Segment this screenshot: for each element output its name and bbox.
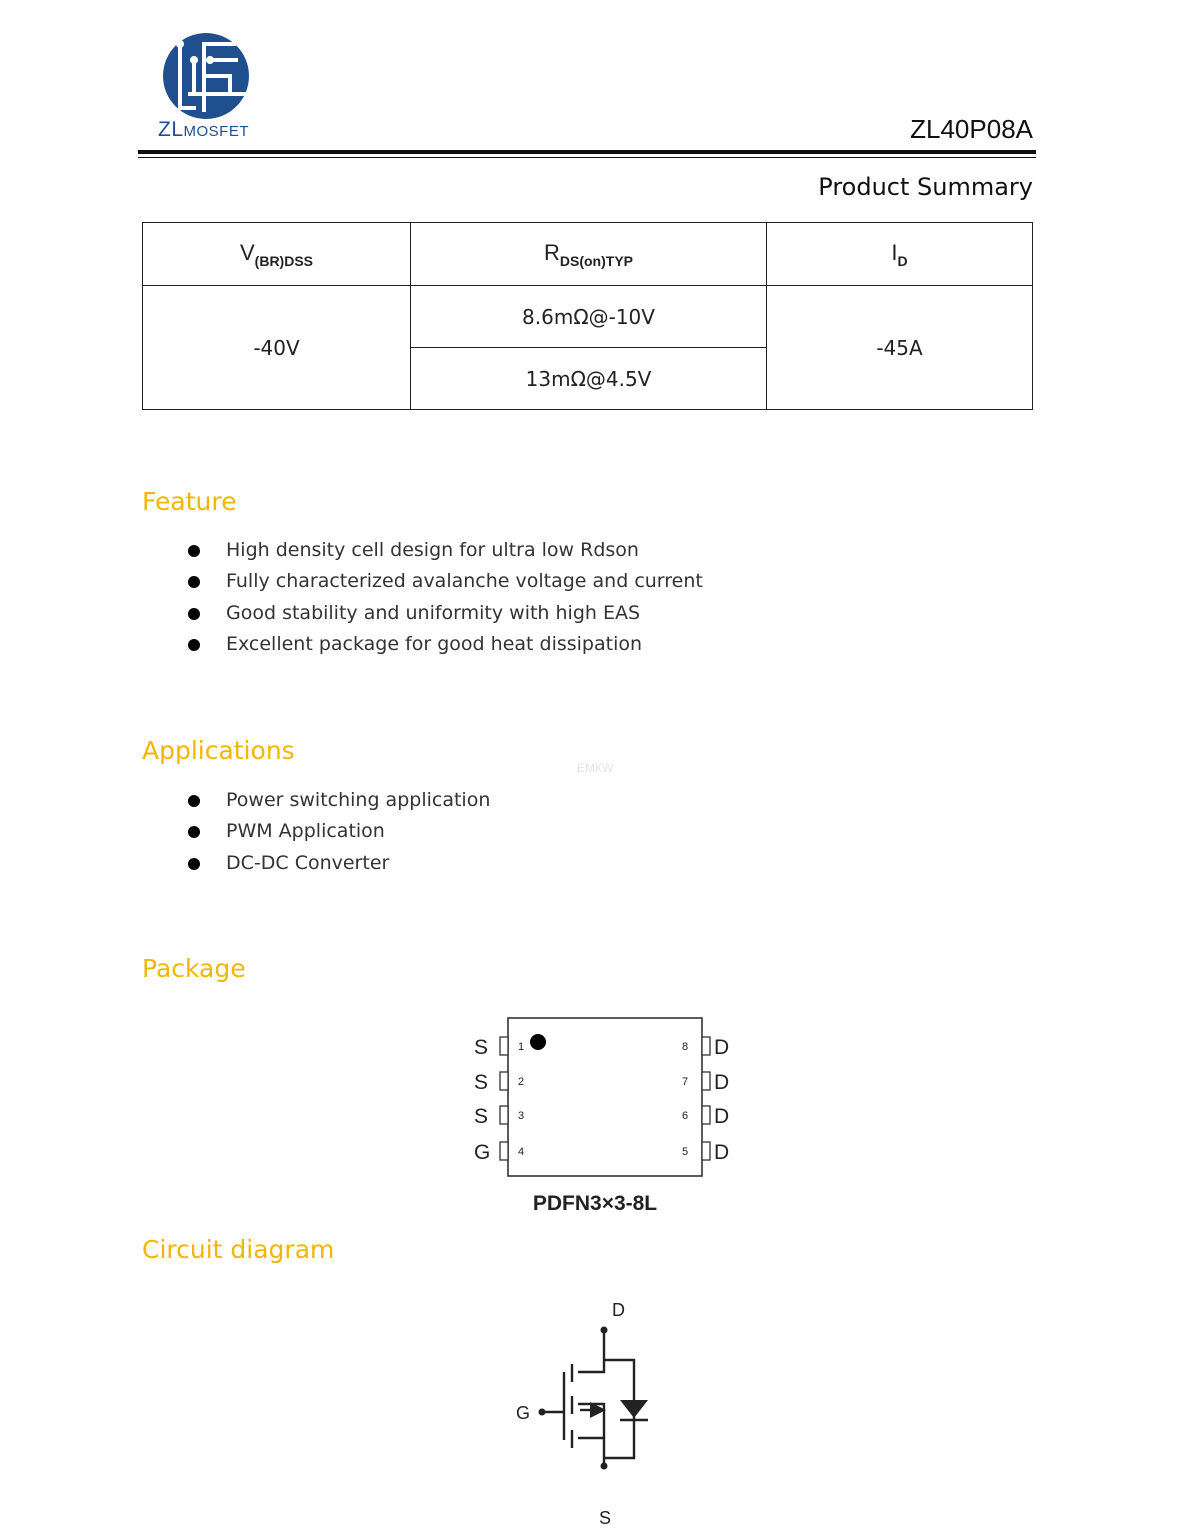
summary-row: [143, 286, 1033, 348]
bullet-icon: [188, 608, 200, 620]
value-id: -45A: [767, 286, 1033, 410]
header-vbrdss-sub: (BR)DSS: [254, 252, 314, 269]
package-pin-label: D: [714, 1141, 730, 1164]
package-pin-label: D: [714, 1036, 730, 1059]
bullet-icon: [188, 795, 200, 807]
bullet-icon: [188, 826, 200, 838]
package-pin-label: D: [714, 1071, 730, 1094]
package-pin-label: S: [474, 1036, 489, 1059]
application-item-text: Power switching application: [226, 789, 491, 811]
package-pin-pad: [500, 1037, 508, 1055]
package-pin-number: 1: [518, 1041, 525, 1053]
drain-label: D: [612, 1300, 625, 1320]
package-pin-label: S: [474, 1071, 489, 1094]
list-item: [186, 535, 703, 566]
logo-text-zl: ZL: [158, 118, 184, 141]
header-id-main: I: [891, 239, 898, 265]
logo-text-mosfet: MOSFET: [183, 123, 250, 140]
drain-terminal-icon: [601, 1327, 608, 1334]
part-number: ZL40P08A: [910, 114, 1033, 144]
mosfet-circuit-symbol: [500, 1292, 680, 1532]
header-id-sub: D: [897, 252, 908, 269]
value-vbrdss: -40V: [143, 286, 411, 410]
header-rdson: [411, 223, 767, 286]
package-title: Package: [142, 954, 246, 983]
package-pin-label: S: [474, 1105, 489, 1128]
applications-title: Applications: [142, 736, 295, 765]
feature-list: [186, 535, 703, 660]
gate-terminal-icon: [539, 1409, 546, 1416]
package-pin-number: 7: [682, 1076, 689, 1088]
package-pin-label: G: [474, 1141, 491, 1164]
package-pin-label: D: [714, 1105, 730, 1128]
package-pin-number: 8: [682, 1041, 689, 1053]
package-pinout-drawing: [460, 1008, 740, 1188]
pin1-marker-icon: [530, 1034, 546, 1050]
summary-header-row: [143, 223, 1033, 286]
circuit-diagram-title: Circuit diagram: [142, 1235, 335, 1264]
feature-title: Feature: [142, 487, 237, 516]
header-rule-thick: [138, 150, 1036, 154]
product-summary-title: Product Summary: [818, 173, 1033, 201]
application-item-text: PWM Application: [226, 820, 385, 843]
value-rdson-4v5: 13mΩ@4.5V: [411, 348, 767, 410]
product-summary-table: [142, 222, 1033, 410]
package-pin-number: 4: [518, 1146, 525, 1158]
header-id: [767, 223, 1033, 286]
package-pin-pad: [500, 1072, 508, 1090]
bullet-icon: [188, 576, 200, 588]
logo-text: [158, 118, 249, 142]
feature-item-text: High density cell design for ultra low Rdson: [226, 539, 639, 561]
list-item: [186, 566, 703, 597]
value-rdson-10v: 8.6mΩ@-10V: [411, 286, 767, 348]
list-item: [186, 629, 703, 660]
gate-label: G: [516, 1403, 531, 1423]
package-pin-number: 6: [682, 1110, 689, 1122]
header-vbrdss: [143, 223, 411, 286]
package-pin-pad: [500, 1106, 508, 1124]
watermark: ЕМКW: [577, 761, 614, 775]
list-item: [186, 598, 703, 629]
bullet-icon: [188, 545, 200, 557]
list-item: [186, 816, 490, 847]
package-pin-pad: [702, 1037, 710, 1055]
list-item: [186, 848, 490, 879]
bullet-icon: [188, 858, 200, 870]
package-pin-number: 5: [682, 1146, 689, 1158]
source-label: S: [599, 1508, 612, 1528]
feature-item-text: Excellent package for good heat dissipation: [226, 632, 643, 655]
package-pin-number: 2: [518, 1076, 525, 1088]
bullet-icon: [188, 639, 200, 651]
header-rdson-sub: DS(on)TYP: [559, 252, 633, 269]
package-name: PDFN3×3-8L: [532, 1192, 658, 1215]
feature-item-text: Good stability and uniformity with high EAS: [226, 601, 641, 624]
applications-list: [186, 785, 490, 879]
body-diode-icon: [620, 1400, 648, 1418]
list-item: [186, 785, 490, 816]
package-pin-pad: [702, 1072, 710, 1090]
package-pin-pad: [702, 1106, 710, 1124]
feature-item-text: Fully characterized avalanche voltage and current: [226, 570, 703, 593]
header-rdson-main: R: [544, 239, 560, 265]
source-terminal-icon: [601, 1463, 608, 1470]
package-pin-number: 3: [518, 1110, 525, 1122]
package-pin-pad: [702, 1142, 710, 1160]
header-rule-thin: [138, 157, 1036, 158]
package-pin-pad: [500, 1142, 508, 1160]
application-item-text: DC-DC Converter: [226, 851, 390, 874]
header-vbrdss-main: V: [239, 239, 255, 265]
